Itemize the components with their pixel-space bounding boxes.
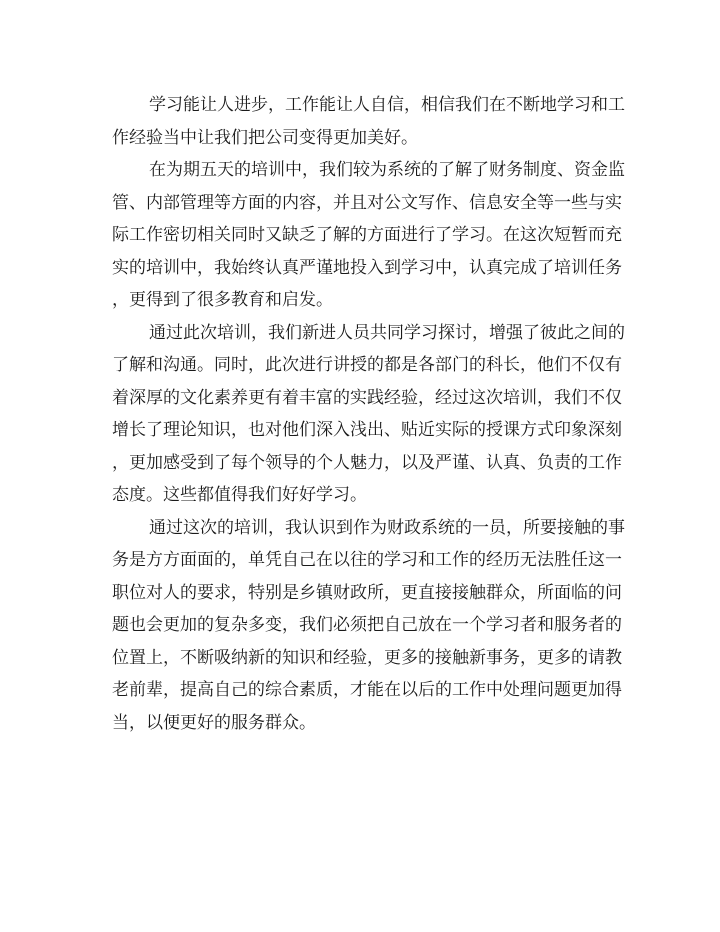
paragraph-4 — [112, 512, 625, 740]
paragraph-line: 通过这次的培训，我认识到作为财政系统的一员，所要接触的事 — [149, 517, 625, 538]
paragraph-line: 老前辈，提高自己的综合素质，才能在以后的工作中处理问题更加得 — [112, 680, 622, 700]
paragraph-1 — [112, 89, 625, 154]
paragraph-line: 职位对人的要求，特别是乡镇财政所，更直接接触群众，所面临的问 — [112, 582, 622, 603]
paragraph-line: 题也会更加的复杂多变，我们必须把自己放在一个学习者和服务者的 — [112, 615, 622, 635]
paragraph-line: 了解和沟通。同时，此次进行讲授的都是各部门的科长，他们不仅有 — [112, 355, 622, 375]
paragraph-line: 实的培训中，我始终认真严谨地投入到学习中，认真完成了培训任务 — [112, 257, 622, 278]
paragraph-line: 务是方方面面的，单凭自己在以往的学习和工作的经历无法胜任这一 — [112, 550, 622, 570]
paragraph-line: 着深厚的文化素养更有着丰富的实践经验，经过这次培训，我们不仅 — [112, 387, 622, 408]
paragraph-line: 学习能让人进步，工作能让人自信，相信我们在不断地学习和工 — [149, 95, 625, 115]
paragraph-line: 通过此次培训，我们新进人员共同学习探讨，增强了彼此之间的 — [149, 322, 625, 343]
paragraph-2 — [112, 154, 625, 317]
paragraph-line: 管、内部管理等方面的内容，并且对公文写作、信息安全等一些与实 — [112, 192, 622, 213]
paragraph-line: 增长了理论知识，也对他们深入浅出、贴近实际的授课方式印象深刻 — [112, 420, 622, 440]
paragraph-line: 际工作密切相关同时又缺乏了解的方面进行了学习。在这次短暂而充 — [112, 225, 622, 245]
paragraph-line: 作经验当中让我们把公司变得更加美好。 — [112, 127, 418, 148]
paragraph-line: 当，以便更好的服务群众。 — [112, 712, 316, 733]
paragraph-line: ，更加感受到了每个领导的个人魅力，以及严谨、认真、负责的工作 — [112, 452, 622, 473]
paragraph-line: 位置上，不断吸纳新的知识和经验，更多的接触新事务，更多的请教 — [112, 647, 622, 668]
paragraph-line: 态度。这些都值得我们好好学习。 — [112, 485, 367, 505]
paragraph-line: 在为期五天的培训中，我们较为系统的了解了财务制度、资金监 — [149, 160, 625, 180]
paragraph-line: ，更得到了很多教育和启发。 — [112, 290, 333, 310]
document-body — [112, 89, 625, 739]
paragraph-3 — [112, 317, 625, 512]
